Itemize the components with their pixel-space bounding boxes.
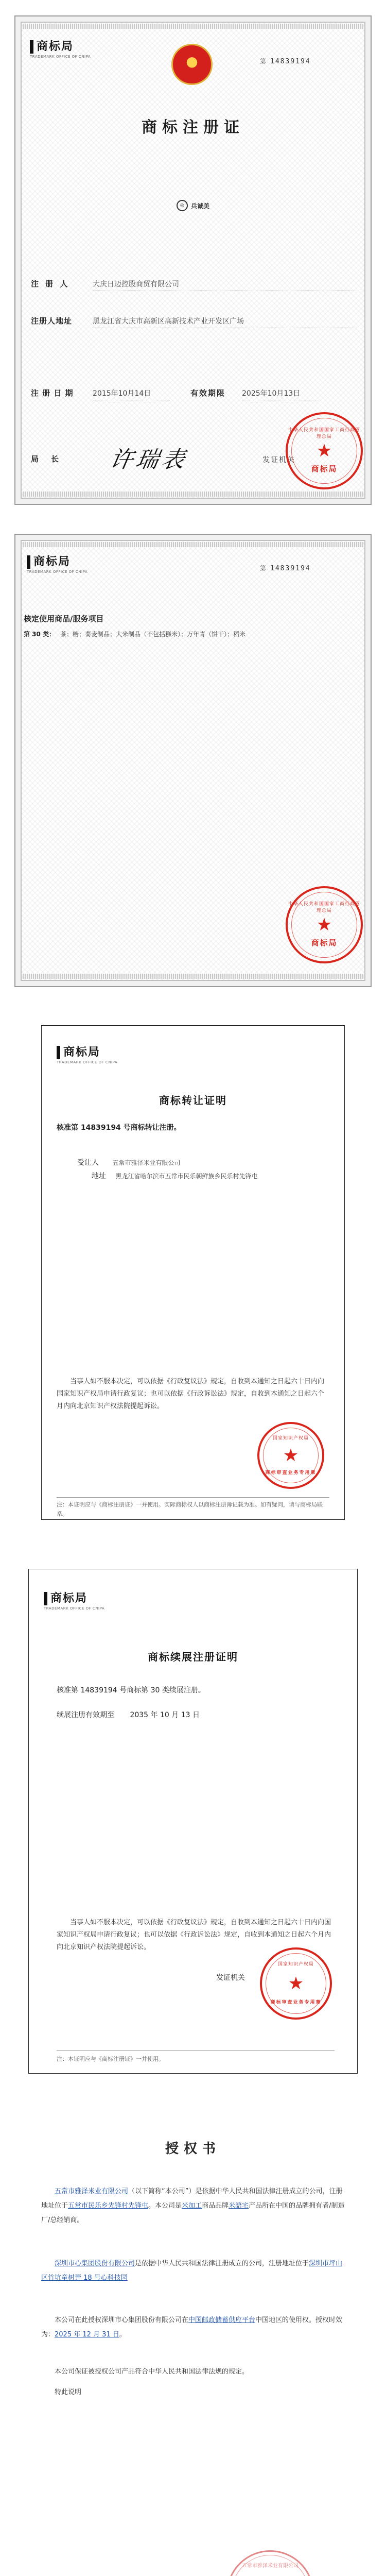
seal-ring-text: 中华人民共和国国家工商行政管理总局 [288,427,360,439]
goods-items: 茶；糖；蕎麦制品；大米制品（不包括糕米）；万年青（饼干）；稻米 [60,631,246,638]
goods-heading: 核定使用商品/服务项目 [24,614,104,623]
dates-row [31,387,360,400]
logo-text: 商标局 [57,1046,117,1059]
grantor-name: 五常市雅泽米业有限公司 [55,2188,129,2195]
renewal-expire-value: 2035 年 10 月 13 日 [130,1711,200,1719]
authorization-expiry: 2025 年 12 月 31 日 [55,2331,119,2338]
product-brand: 米語宅 [229,2202,249,2210]
seal-text: 商标局 [311,464,338,474]
official-seal [286,886,363,963]
goods-class: 第 30 类： [24,631,56,638]
valid-period-label: 有效期限 [190,388,226,398]
guilloche-band-bottom [23,974,363,979]
renewal-issuer: 发证机关 [216,1974,245,1982]
guilloche-band-top [23,542,363,547]
registration-number-value: 14839194 [270,58,311,65]
assignee-value: 五常市雅泽米业有限公司 [112,1159,181,1166]
transfer-footnote: 注：本证明应与《商标注册证》一并使用。实际商标权人以商标注册簿记载为准。如有疑问，请与商标局联系。 [57,1501,323,1517]
authorization-letter [0,2097,386,2576]
registration-number-label: 第 [260,58,267,65]
seal-star-icon: ★ [283,1445,299,1466]
registration-number-label: 第 [260,565,267,572]
trademark-office-logo [30,40,91,59]
issuing-authority-label: 发证机关 [262,456,295,464]
product-category: 米加工 [182,2202,202,2210]
assignee-row [77,1157,180,1167]
renewal-notice: 当事人如不服本决定，可以依据《行政复议法》规定，自收到本通知之日起六十日内向国家知识产权局申请行政复议；也可以依据《行政诉讼法》规定，自收到本通知之日起六个月内向北京知识产权法院提起诉讼。 [57,1919,331,1951]
trademark-renewal-certificate [0,1540,386,2097]
address-value: 黑龙江省大庆市高新区高新技术产业开发区广场 [93,316,360,328]
seal-ring-text: 国家知识产权局 [277,1962,314,1968]
company-seal-ring-text: 五常市雅泽米业有限公司 [242,2563,299,2569]
official-seal [286,412,363,489]
registration-number [260,57,311,65]
authorization-title: 授权书 [165,2141,221,2157]
registrant-label: 注 册 人 [31,279,70,289]
platform-name: 中国邮政储蓄供应平台 [188,2316,256,2324]
registration-number [260,564,311,572]
company-seal [226,2550,314,2576]
address-row [31,315,360,328]
authorization-paragraph-4: 本公司保证被授权公司产品符合中华人民共和国法律法规的规定。 [55,2368,249,2376]
transfer-title: 商标转让证明 [159,1094,227,1107]
trademark-office-logo [57,1046,117,1064]
logo-text: 商标局 [44,1592,104,1605]
assignee-address-row [92,1171,257,1181]
director-signature: 许瑞表 [108,447,190,473]
logo-subtitle: TRADEMARK OFFICE OF CNIPA [44,1606,105,1611]
goods-list [24,630,365,638]
guilloche-band-top [23,24,363,29]
seal-ring-text: 国家知识产权局 [272,1435,309,1441]
grantee-name: 深圳市心集团股份有限公司 [55,2260,135,2267]
seal-text: 商标审查业务专用章 [270,2000,322,2006]
renewal-approve-line: 核准第 14839194 号商标第 30 类续展注册。 [57,1686,205,1694]
seal-star-icon: ★ [316,440,332,461]
trademark-text: 兵诚美 [190,202,209,210]
authorization-paragraph-3: 本公司在此授权深圳市心集团股份有限公司在中国邮政储蓄供应平台中国地区的使用权。授权时效为：2025 年 12 月 31 日。 [41,2316,343,2338]
logo-subtitle: TRADEMARK OFFICE OF CNIPA [57,1060,118,1064]
trademark-office-logo [27,555,87,574]
logo-text: 商标局 [27,555,87,569]
assignee-address-value: 黑龙江省哈尔滨市五常市民乐朝鲜族乡民乐村先锋屯 [115,1173,258,1180]
authorization-paragraph-5: 特此说明 [55,2388,82,2396]
official-seal [257,1422,324,1489]
address-label: 注册人地址 [31,316,73,326]
guilloche-band-bottom [23,492,363,497]
assignee-label: 受让人 [77,1159,99,1167]
reg-date-value: 2015年10月14日 [93,388,170,400]
assignee-address-label: 地址 [92,1172,106,1180]
authorization-paragraph-1: 五常市雅泽米业有限公司（以下简称“本公司”）是依据中华人民共和国法律注册成立的公司，注册地址位于五常市民乐乡先锋村先锋屯。本公司是米加工商品品牌米語宅产品所在中国的品牌拥有者/制造厂/总经销商。 [41,2188,345,2224]
logo-subtitle: TRADEMARK OFFICE OF CNIPA [27,570,88,574]
transfer-approve-line: 核准第 14839194 号商标转让注册。 [57,1124,181,1132]
official-seal [260,1947,332,2020]
seal-ring-text: 中华人民共和国国家工商行政管理总局 [288,901,360,913]
trademark-office-logo [44,1592,104,1611]
logo-subtitle: TRADEMARK OFFICE OF CNIPA [30,55,91,59]
registrant-row [31,278,360,291]
seal-text: 商标局 [311,938,338,948]
renewal-expire-row [57,1709,200,1720]
registration-number-value: 14839194 [270,565,311,572]
renewal-expire-label: 续展注册有效期至 [57,1711,114,1719]
seal-star-icon: ★ [316,914,332,935]
renewal-title: 商标续展注册证明 [148,1651,238,1663]
grantee-address: 深圳市坪山区竹坑童树弄 18 号心科技园 [41,2260,343,2282]
trademark-logo-icon: ◎ [177,200,188,211]
logo-text: 商标局 [30,40,91,54]
director-label: 局长 [31,454,72,464]
trademark-mark [167,198,219,213]
registrant-value: 大庆日迈控股商贸有限公司 [93,279,360,291]
renewal-footnote: 注：本证明应与《商标注册证》一并使用。 [57,2056,164,2062]
trademark-certificate-page-1 [0,0,386,520]
trademark-certificate-page-2 [0,520,386,999]
transfer-notice: 当事人如不服本决定，可以依据《行政复议法》规定，自收到本通知之日起六十日内向国家知识产权局申请行政复议；也可以依据《行政诉讼法》规定，自收到本通知之日起六个月内向北京知识产权法院提起诉讼。 [57,1378,325,1410]
seal-text: 商标审查业务专用章 [265,1470,317,1476]
national-emblem-icon [164,36,220,93]
reg-date-label: 注 册 日 期 [31,388,74,398]
authorization-paragraph-2: 深圳市心集团股份有限公司是依据中华人民共和国法律注册成立的公司，注册地址位于深圳市坪山区竹坑童树弄 18 号心科技园 [41,2260,343,2282]
grantor-address: 五常市民乐乡先锋村先锋屯 [68,2202,149,2210]
trademark-transfer-certificate [0,1010,386,1540]
seal-star-icon: ★ [288,1973,304,1994]
certificate-title: 商标注册证 [142,118,244,137]
footnote-divider [57,2050,335,2051]
valid-period-value: 2025年10月13日 [242,388,319,400]
footnote-divider [57,1497,329,1498]
